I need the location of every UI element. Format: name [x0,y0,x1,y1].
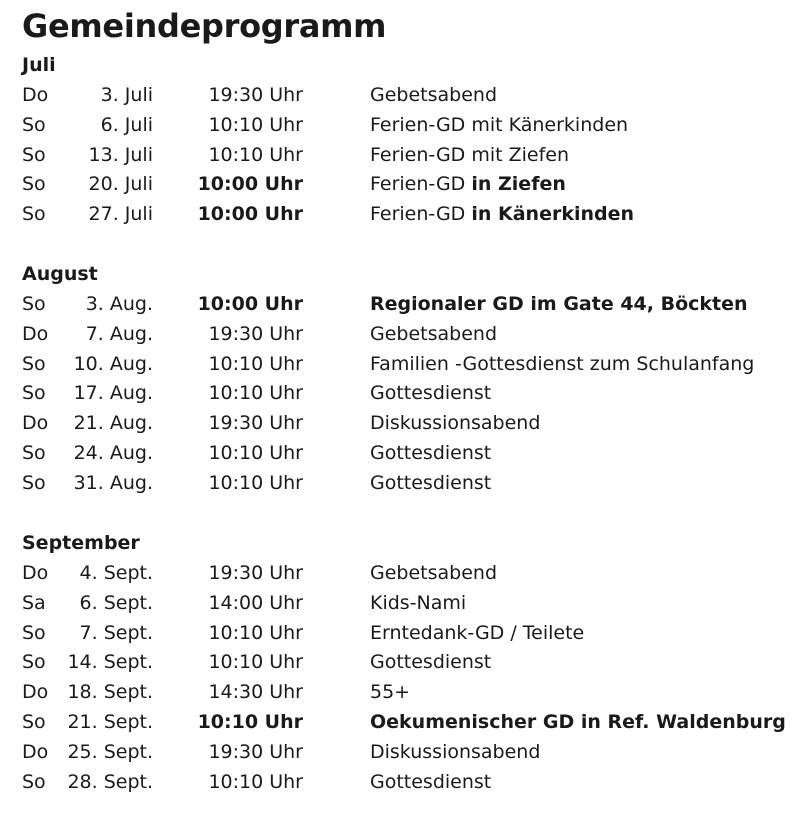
event-time: 19:30 Uhr [208,84,303,106]
event-time: 10:10 Uhr [208,352,303,375]
event-date: 4. Sept. [79,562,153,584]
weekday: So [22,203,46,226]
event-title-part: Gottesdienst [370,382,492,405]
weekday: So [22,173,46,196]
event-title-part: Gebetsabend [370,84,498,106]
event-time: 10:00 Uhr [197,293,303,315]
weekday: So [22,352,46,375]
event-time: 10:10 Uhr [208,770,303,793]
event-title-part: Gottesdienst [370,442,492,464]
schedule-row [0,558,808,588]
schedule-row [0,707,808,737]
event-title [370,618,584,648]
month-heading: August [22,263,98,285]
weekday: So [22,113,46,136]
event-title [370,110,628,140]
event-date: 13. Juli [88,143,153,166]
schedule-row [0,110,808,140]
event-time: 10:10 Uhr [208,143,303,166]
event-date: 25. Sept. [67,740,153,763]
event-title-part: Erntedank-GD / Teilete [370,621,585,644]
weekday: So [22,293,46,315]
schedule-row [0,349,808,379]
schedule-row [0,677,808,707]
schedule-row [0,438,808,468]
schedule-row [0,199,808,229]
weekday: So [22,711,46,733]
weekday: So [22,621,46,644]
weekday: So [22,143,46,166]
weekday: Do [22,412,49,435]
event-title [370,468,491,498]
schedule-row [0,169,808,199]
event-time: 14:00 Uhr [208,591,303,614]
event-time: 19:30 Uhr [208,322,303,345]
schedule-row [0,468,808,498]
event-date: 6. Sept. [79,591,153,614]
weekday: So [22,651,46,674]
event-date: 10. Aug. [73,352,153,375]
event-date: 27. Juli [88,203,153,226]
event-title-part: in Känerkinden [471,203,635,226]
schedule-row [0,618,808,648]
weekday: So [22,770,46,793]
event-date: 18. Sept. [67,681,153,704]
event-time: 10:10 Uhr [208,382,303,405]
event-time: 10:10 Uhr [208,621,303,644]
event-title [370,677,410,707]
event-date: 3. Aug. [85,293,153,315]
schedule-row [0,319,808,349]
event-title-part: Diskussionsabend [370,412,541,435]
event-title [370,737,540,767]
weekday: So [22,382,46,405]
weekday: Do [22,681,49,704]
schedule-row [0,378,808,408]
weekday: Do [22,322,49,345]
weekday: So [22,471,46,494]
event-time: 14:30 Uhr [208,681,303,704]
event-title-part: Ferien-GD [370,173,472,196]
schedule-row [0,737,808,767]
schedule-row [0,647,808,677]
event-time: 10:10 Uhr [208,471,303,494]
schedule-row [0,80,808,110]
event-title-part: Ferien-GD [370,203,472,226]
event-title-part: Oekumenischer GD in Ref. Waldenburg [370,711,786,733]
event-title [370,199,634,229]
event-title [370,647,491,677]
event-title-part: Kids-Nami [370,591,467,614]
event-title-part: Regionaler GD im Gate 44, Böckten [370,293,748,315]
event-title [370,289,748,319]
event-time: 10:10 Uhr [197,711,303,733]
event-title-part: Diskussionsabend [370,740,541,763]
event-title-part: Ferien-GD mit Ziefen [370,143,570,166]
event-time: 19:30 Uhr [208,740,303,763]
event-title [370,169,566,199]
month-heading: Juli [22,54,56,76]
event-date: 31. Aug. [73,471,153,494]
event-time: 10:10 Uhr [208,651,303,674]
event-date: 7. Aug. [85,322,153,345]
event-time: 19:30 Uhr [208,562,303,584]
weekday: Do [22,740,49,763]
weekday: So [22,442,46,464]
event-time: 10:00 Uhr [197,203,303,226]
event-title-part: Gottesdienst [370,471,492,494]
event-title-part: Ferien-GD mit Känerkinden [370,113,629,136]
page-title: Gemeindeprogramm [22,7,387,45]
event-date: 21. Aug. [73,412,153,435]
event-time: 19:30 Uhr [208,412,303,435]
event-date: 24. Aug. [73,442,153,464]
event-title [370,588,466,618]
event-date: 17. Aug. [73,382,153,405]
event-title-part: in Ziefen [471,173,566,196]
event-title [370,80,497,110]
event-title [370,408,540,438]
event-date: 21. Sept. [67,711,153,733]
weekday: Do [22,562,49,584]
event-title [370,767,491,797]
event-title-part: Gebetsabend [370,562,498,584]
event-time: 10:00 Uhr [197,173,303,196]
event-title [370,438,491,468]
month-heading: September [22,532,140,554]
schedule-row [0,588,808,618]
event-date: 28. Sept. [67,770,153,793]
event-time: 10:10 Uhr [208,442,303,464]
event-title-part: 55+ [370,681,411,704]
event-title [370,319,497,349]
event-title-part: Gottesdienst [370,770,492,793]
weekday: Sa [22,591,46,614]
event-title [370,558,497,588]
schedule-row [0,289,808,319]
schedule-row [0,408,808,438]
event-title [370,140,569,170]
event-date: 7. Sept. [79,621,153,644]
event-date: 14. Sept. [67,651,153,674]
event-title [370,349,754,379]
event-title-part: Gebetsabend [370,322,498,345]
schedule-row [0,767,808,797]
event-title [370,378,491,408]
event-date: 20. Juli [88,173,153,196]
weekday: Do [22,84,49,106]
event-date: 3. Juli [100,84,153,106]
event-date: 6. Juli [100,113,153,136]
event-title-part: Familien -Gottesdienst zum Schulanfang [370,352,755,375]
event-title-part: Gottesdienst [370,651,492,674]
event-title [370,707,786,737]
event-time: 10:10 Uhr [208,113,303,136]
schedule-row [0,140,808,170]
